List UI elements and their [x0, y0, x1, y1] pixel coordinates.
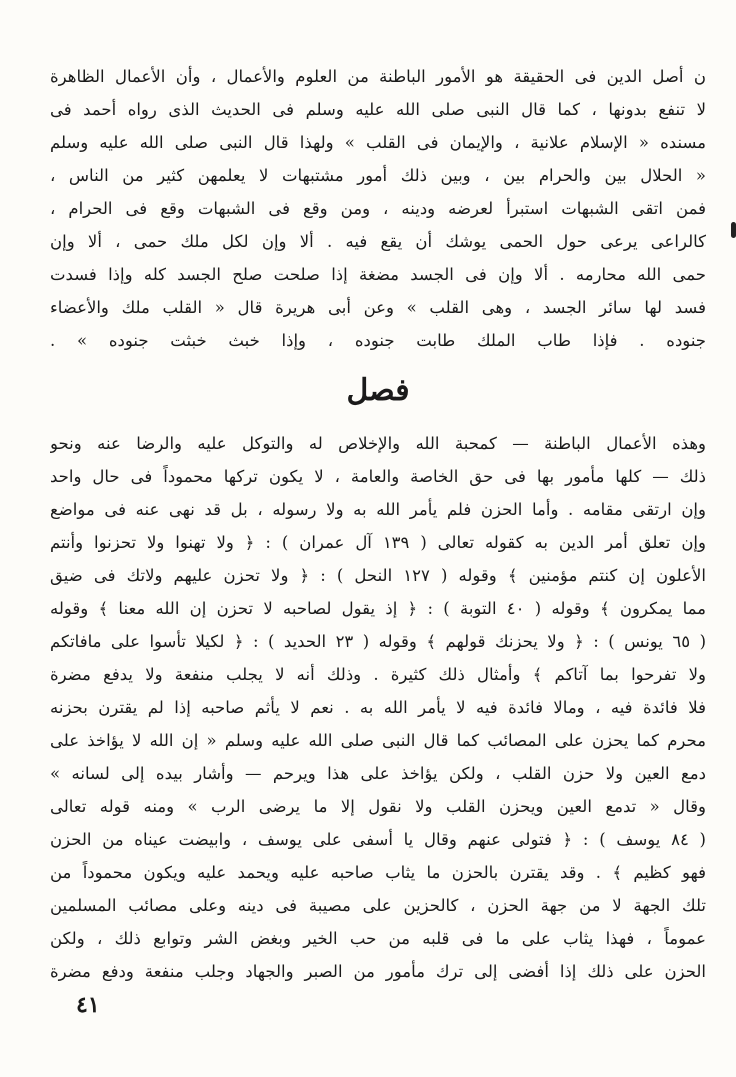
paragraph-section — [50, 427, 706, 988]
text-line: محرم كما يحزن على المصائب كما قال النبى صلى الله عليه وسلم « إن الله لا يؤاخذ على — [50, 731, 706, 750]
section-heading: فصل — [346, 373, 410, 408]
paragraph-intro — [50, 60, 706, 357]
text-line: وإن تعلق أمر الدين به كقوله تعالى ( ١٣٩ آل عمران ) : ﴿ ولا تهنوا ولا تحزنوا وأنتم — [50, 533, 706, 552]
page-body — [50, 60, 706, 988]
text-line: ذلك — كلها مأمور بها فى حق الخاصة والعامة ، لا يكون تركها محموداً فى حال واحد — [50, 467, 706, 486]
text-line: فمن اتقى الشبهات استبرأ لعرضه ودينه ، ومن وقع فى الشبهات وقع فى الحرام ، — [50, 199, 706, 218]
text-line: وهذه الأعمال الباطنة — كمحبة الله والإخلاص له والتوكل عليه والرضا عنه ونحو — [50, 434, 706, 453]
text-line: جنوده . فإذا طاب الملك طابت جنوده ، وإذا خبث خبثت جنوده » . — [50, 331, 706, 350]
text-line: وإن ارتقى مقامه . وأما الحزن فلم يأمر الله به ولا رسوله ، بل قد نهى عنه فى مواضع — [50, 500, 706, 519]
text-line: الحزن على ذلك إذا أفضى إلى ترك مأمور من الصبر والجهاد وجلب منفعة ودفع مضرة — [50, 962, 706, 981]
text-line: ( ٦٥ يونس ) : ﴿ ولا يحزنك قولهم ﴾ وقوله ( ٢٣ الحديد ) : ﴿ لكيلا تأسوا على مافاتكم — [50, 632, 706, 651]
text-line: فسد لها سائر الجسد ، وهى القلب » وعن أبى هريرة قال « القلب ملك والأعضاء — [50, 298, 706, 317]
text-line: تلك الجهة لا من جهة الحزن ، كالحزين على مصيبة فى دينه وعلى مصائب المسلمين — [50, 896, 706, 915]
text-line: لا تنفع بدونها ، كما قال النبى صلى الله عليه وسلم فى الحديث الذى رواه أحمد فى — [50, 100, 706, 119]
text-line: « الحلال بين والحرام بين ، وبين ذلك أمور مشتبهات لا يعلمهن كثير من الناس ، — [50, 166, 706, 185]
text-line: عموماً ، فهذا يثاب على ما فى قلبه من حب الخير وبغض الشر وتوابع ذلك ، ولكن — [50, 929, 706, 948]
text-line: مما يمكرون ﴾ وقوله ( ٤٠ التوبة ) : ﴿ إذ يقول لصاحبه لا تحزن إن الله معنا ﴾ وقوله — [50, 599, 706, 618]
text-line: ( ٨٤ يوسف ) : ﴿ فتولى عنهم وقال يا أسفى على يوسف ، وابيضت عيناه من الحزن — [50, 830, 706, 849]
text-line: وقال « تدمع العين ويحزن القلب ولا نقول إلا ما يرضى الرب » ومنه قوله تعالى — [50, 797, 706, 816]
text-line: حمى الله محارمه . ألا وإن فى الجسد مضغة إذا صلحت صلح الجسد كله وإذا فسدت — [50, 265, 706, 284]
text-line: فهو كظيم ﴾ . وقد يقترن بالحزن ما يثاب صاحبه عليه ويحمد عليه ويكون محموداً من — [50, 863, 706, 882]
text-line: ن أصل الدين فى الحقيقة هو الأمور الباطنة من العلوم والأعمال ، وأن الأعمال الظاهرة — [50, 67, 706, 86]
text-line: ولا تفرحوا بما آتاكم ﴾ وأمثال ذلك كثيرة . وذلك أنه لا يجلب منفعة ولا يدفع مضرة — [50, 665, 706, 684]
text-line: فلا فائدة فيه ، ومالا فائدة فيه لا يأمر الله به . نعم لا يأثم صاحبه إذا لم يقترن بحزنه — [50, 698, 706, 717]
text-line: الأعلون إن كنتم مؤمنين ﴾ وقوله ( ١٢٧ النحل ) : ﴿ ولا تحزن عليهم ولاتك فى ضيق — [50, 566, 706, 585]
page-edge-mark — [731, 222, 736, 238]
text-line: كالراعى يرعى حول الحمى يوشك أن يقع فيه . ألا وإن لكل ملك حمى ، ألا وإن — [50, 232, 706, 251]
page-number: ٤١ — [76, 992, 100, 1018]
text-line: مسنده « الإسلام علانية ، والإيمان فى القلب » ولهذا قال النبى صلى الله عليه وسلم — [50, 133, 706, 152]
text-line: دمع العين ولا حزن القلب ، ولكن يؤاخذ على هذا ويرحم — وأشار بيده إلى لسانه » — [50, 764, 706, 783]
